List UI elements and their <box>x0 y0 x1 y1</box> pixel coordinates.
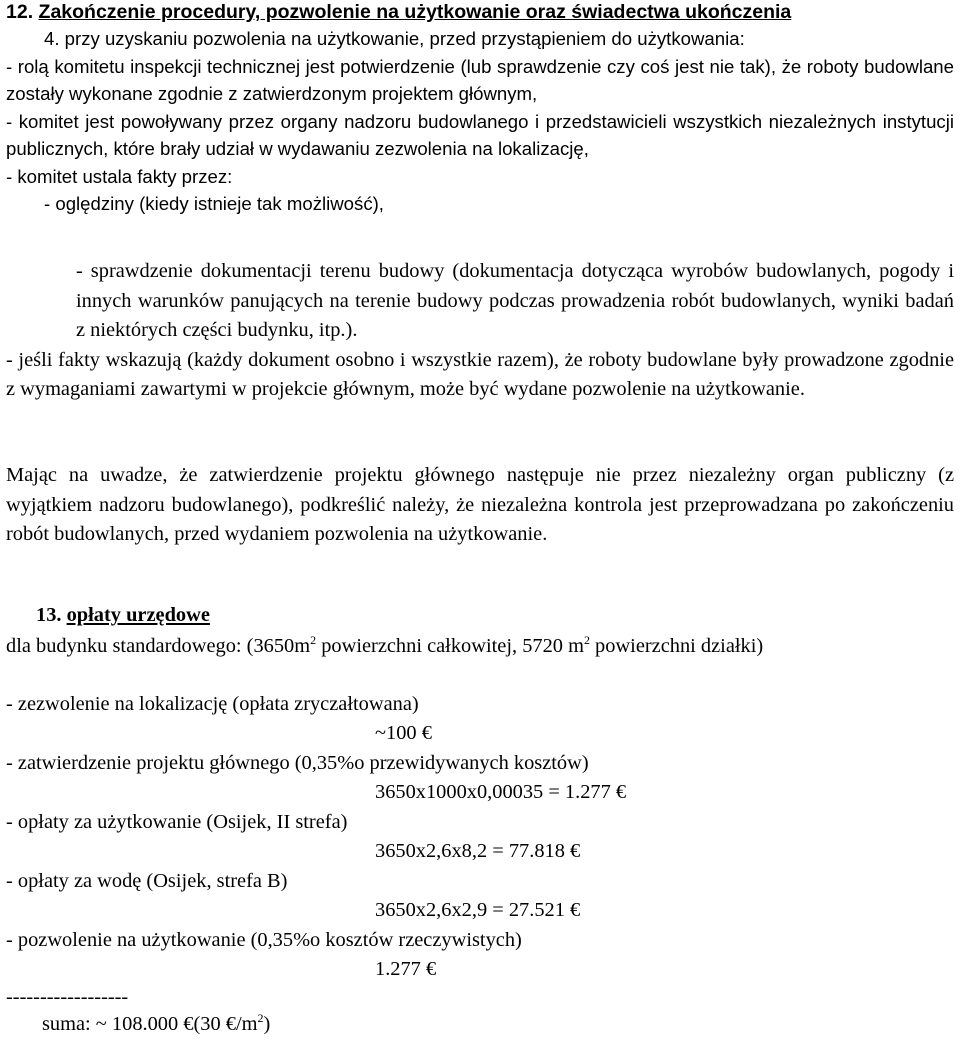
bullet-committee-facts: - komitet ustala fakty przez: <box>6 165 233 187</box>
item-4: 4. przy uzyskaniu pozwolenia na użytkowanie, przed przystąpieniem do użytkowania: <box>44 28 745 49</box>
fee-label: - opłaty za użytkowanie (Osijek, II strefa) <box>6 811 348 833</box>
fee-label: - zezwolenie na lokalizację (opłata zryczałtowana) <box>6 693 419 715</box>
section-12-body <box>6 25 954 218</box>
fee-value: 1.277 € <box>375 958 437 980</box>
standard-building-intro: dla budynku standardowego: ($3650m^2$ powierzchni całkowitej, 5720 $m^2$ powierzchni działki) <box>6 633 764 657</box>
section-13-heading <box>36 604 210 627</box>
fee-value: 3650x1000x0,00035 = 1.277 € <box>375 781 627 803</box>
section-13-title: opłaty urzędowe <box>66 604 210 626</box>
heading-number: 12. <box>6 1 34 23</box>
section-heading <box>6 0 956 24</box>
heading-title: Zakończenie procedury, pozwolenie na użytkowanie oraz świadectwa ukończenia <box>38 1 792 23</box>
sum-line: suma: ~ 108.000 €(30 $€/m^2$) <box>42 1011 271 1035</box>
section-13-number: 13. <box>36 604 62 626</box>
sub-bullet-inspection: - oględziny (kiedy istnieje tak możliwość), <box>44 193 384 214</box>
fee-label: - pozwolenie na użytkowanie (0,35%o kosztów rzeczywistych) <box>6 929 522 951</box>
fee-value: 3650x2,6x8,2 = 77.818 € <box>375 840 581 862</box>
bullet-permit-issued: - jeśli fakty wskazują (każdy dokument osobno i wszystkie razem), że roboty budowlane były prowadzone zgodnie z wymaganiami zawartymi w projekcie głównym, może być wydane pozwolenie na użytkowanie. <box>6 348 954 400</box>
section-12-serif-body <box>6 257 954 405</box>
sub-bullet-documentation: - sprawdzenie dokumentacji terenu budowy (dokumentacja dotycząca wyrobów budowlanych, pogody i innych warunków panujących na terenie budowy podczas prowadzenia robót budowlanych, wyniki badań z niektórych części budynku, itp.). <box>76 260 954 341</box>
fee-label: - opłaty za wodę (Osijek, strefa B) <box>6 870 288 892</box>
independent-control-paragraph <box>6 461 954 550</box>
paragraph-text: Mając na uwadze, że zatwierdzenie projektu głównego następuje nie przez niezależny organ publiczny (z wyjątkiem nadzoru budowlanego), podkreślić należy, że niezależna kontrola jest przeprowadzana po zakończeniu robót budowlanych, przed wydaniem pozwolenia na użytkowanie. <box>6 464 954 545</box>
fee-value: 3650x2,6x2,9 = 27.521 € <box>375 899 581 921</box>
bullet-committee-appointed: - komitet jest powoływany przez organy nadzoru budowlanego i przedstawicieli wszystkich niezależnych instytucji publicznych, które brały udział w wydawaniu zezwolenia na lokalizację, <box>6 110 954 159</box>
fee-value: ~100 € <box>375 722 432 744</box>
separator: ------------------ <box>6 986 129 1008</box>
fee-label: - zatwierdzenie projektu głównego (0,35%o przewidywanych kosztów) <box>6 752 589 774</box>
bullet-inspection-role: - rolą komitetu inspekcji technicznej jest potwierdzenie (lub sprawdzenie czy coś jest nie tak), że roboty budowlane zostały wykonane zgodnie z zatwierdzonym projektem głównym, <box>6 55 954 104</box>
